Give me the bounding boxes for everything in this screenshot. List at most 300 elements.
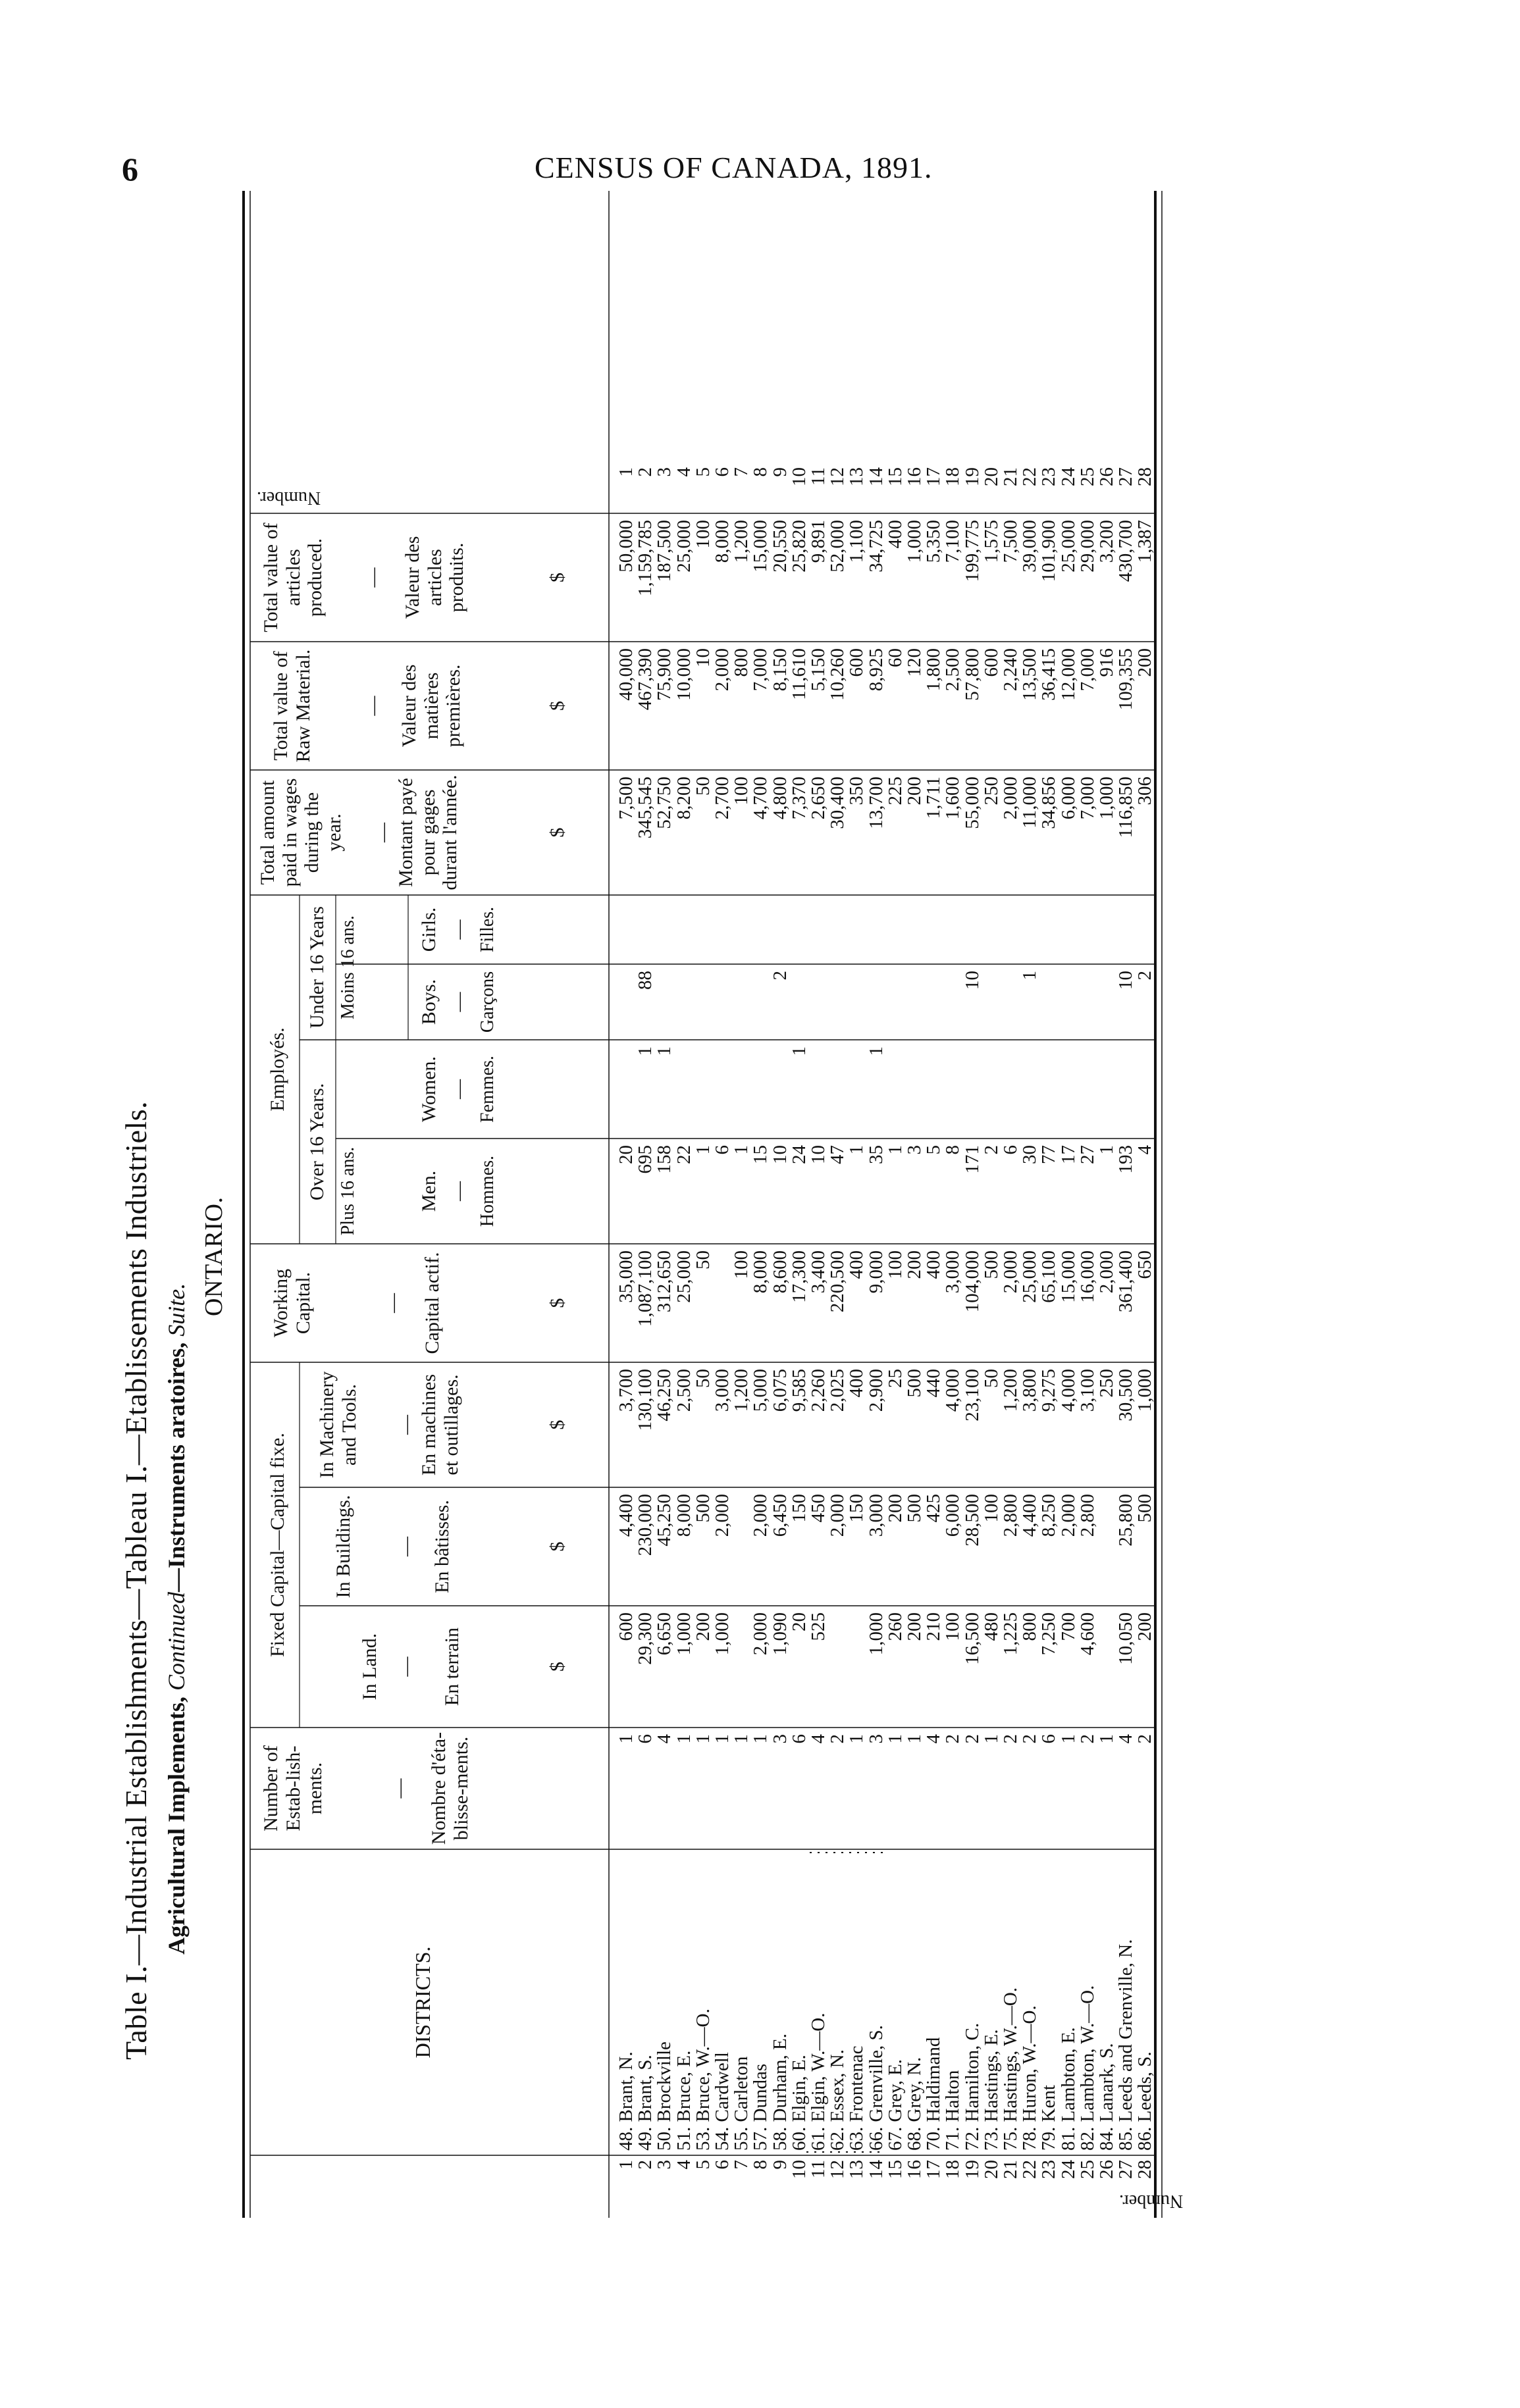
men-cell: 24 (788, 1145, 810, 1164)
working-cell: 25,000 (1019, 1250, 1041, 1303)
working-cell: 2,000 (1000, 1250, 1021, 1294)
land-cell: 4,600 (1076, 1612, 1098, 1656)
working-cell: 400 (846, 1250, 868, 1279)
machinery-cell: 2,900 (865, 1369, 887, 1412)
boys-header-dash: — (448, 992, 469, 1012)
women-cell: 1 (635, 1046, 656, 1056)
district-cell: 54. Cardwell (712, 2052, 733, 2151)
row-number-left: 14 (865, 2160, 887, 2179)
buildings-cell: 2,000 (750, 1494, 772, 1537)
articles-cell: 29,000 (1076, 520, 1098, 573)
land-cell: 200 (904, 1612, 925, 1641)
working-cell: 17,300 (788, 1250, 810, 1303)
estab-cell: 4 (808, 1734, 829, 1744)
men-cell: 6 (712, 1145, 733, 1155)
raw-cell: 916 (1096, 648, 1117, 677)
district-cell: 61. Elgin, W.—O. (808, 2012, 829, 2151)
buildings-cell: 150 (846, 1494, 868, 1523)
working-cell: 500 (980, 1250, 1002, 1279)
district-cell: 84. Lanark, S. (1096, 2043, 1117, 2151)
men-cell: 30 (1019, 1145, 1041, 1164)
wages-cell: 52,750 (654, 777, 675, 829)
raw-cell: 12,000 (1057, 648, 1079, 701)
land-cell: 800 (1019, 1612, 1041, 1641)
articles-cell: 25,000 (673, 520, 694, 573)
articles-cell: 100 (692, 520, 714, 549)
buildings-cell: 3,000 (865, 1494, 887, 1537)
district-cell: 79. Kent (1038, 2085, 1060, 2151)
machinery-cell: 3,700 (616, 1369, 637, 1412)
working-cell: 3,000 (942, 1250, 964, 1294)
men-cell: 17 (1057, 1145, 1079, 1164)
men-cell: 10 (808, 1145, 829, 1164)
raw-cell: 800 (731, 648, 752, 677)
machinery-cell: 500 (904, 1369, 925, 1398)
district-cell: 57. Dundas (750, 2063, 772, 2151)
wages-cell: 2,700 (712, 777, 733, 820)
row-number-right: 1 (616, 467, 637, 477)
row-number-right: 4 (673, 467, 694, 477)
row-number-right: 14 (865, 467, 887, 486)
raw-cell: 60 (884, 648, 906, 667)
machinery-cell: 25 (884, 1369, 906, 1388)
wages-cell: 1,600 (942, 777, 964, 820)
number-label-right: Number. (257, 488, 321, 508)
working-cell: 16,000 (1076, 1250, 1098, 1303)
district-cell: 81. Lambton, E. (1057, 2027, 1079, 2151)
wages-cell: 100 (731, 777, 752, 806)
row-number-right: 9 (769, 467, 791, 477)
district-cell: 72. Hamilton, C. (961, 2022, 983, 2151)
men-cell: 6 (1000, 1145, 1021, 1155)
wages-header-en: Total amount paid in wages during the year. (257, 778, 345, 887)
raw-header-fr: Valeur des matières premières. (398, 664, 465, 748)
estab-cell: 6 (788, 1734, 810, 1744)
district-cell: 50. Brockville (654, 2041, 675, 2151)
row-number-right: 8 (750, 467, 772, 477)
row-number-left: 23 (1038, 2160, 1060, 2179)
wages-cell: 11,000 (1019, 777, 1041, 829)
district-cell: 53. Bruce, W.—O. (692, 2009, 714, 2151)
land-header-en: In Land. (359, 1633, 380, 1701)
articles-cell: 20,550 (769, 520, 791, 573)
raw-cell: 40,000 (616, 648, 637, 701)
raw-cell: 109,355 (1115, 648, 1137, 711)
raw-cell: 10,000 (673, 648, 694, 701)
row-number-left: 17 (923, 2160, 945, 2179)
row-number-right: 13 (846, 467, 868, 486)
dollar-machinery: $ (546, 1420, 568, 1430)
buildings-cell: 230,000 (635, 1494, 656, 1556)
working-cell: 65,100 (1038, 1250, 1060, 1303)
province-heading: ONTARIO. (200, 1196, 228, 1316)
land-cell: 1,090 (769, 1612, 791, 1656)
women-cell: 1 (865, 1046, 887, 1056)
land-cell: 100 (942, 1612, 964, 1641)
men-cell: 22 (673, 1145, 694, 1164)
working-cell: 9,000 (865, 1250, 887, 1294)
land-cell: 600 (616, 1612, 637, 1641)
working-cell: 8,600 (769, 1250, 791, 1294)
articles-cell: 50,000 (616, 520, 637, 573)
working-cell: 400 (923, 1250, 945, 1279)
boys-header-en: Boys. (418, 979, 440, 1025)
row-number-left: 21 (1000, 2160, 1021, 2179)
articles-cell: 39,000 (1019, 520, 1041, 573)
articles-header-en: Total value of articles produced. (260, 523, 327, 632)
wages-cell: 116,850 (1115, 777, 1137, 838)
machinery-cell: 46,250 (654, 1369, 675, 1422)
articles-cell: 3,200 (1096, 520, 1117, 563)
wages-header-fr: Montant payé pour gages durant l'année. (395, 775, 461, 890)
row-number-left: 1 (616, 2160, 637, 2170)
working-cell: 100 (884, 1250, 906, 1279)
men-cell: 3 (904, 1145, 925, 1155)
articles-cell: 8,000 (712, 520, 733, 563)
row-number-left: 26 (1096, 2160, 1117, 2179)
dollar-articles: $ (546, 573, 568, 582)
raw-cell: 8,150 (769, 648, 791, 692)
buildings-cell: 100 (980, 1494, 1002, 1523)
raw-cell: 8,925 (865, 648, 887, 692)
machinery-cell: 1,200 (731, 1369, 752, 1412)
row-number-left: 20 (980, 2160, 1002, 2179)
articles-cell: 1,000 (904, 520, 925, 563)
articles-header-fr: Valeur des articles produits. (402, 536, 468, 619)
machinery-cell: 6,075 (769, 1369, 791, 1412)
women-header-en: Women. (418, 1056, 440, 1123)
row-number-left: 3 (654, 2160, 675, 2170)
dollar-buildings: $ (546, 1541, 568, 1552)
men-header-en: Men. (418, 1170, 440, 1212)
men-cell: 5 (923, 1145, 945, 1155)
estab-cell: 2 (1019, 1734, 1041, 1744)
land-cell: 1,000 (712, 1612, 733, 1656)
row-number-right: 23 (1038, 467, 1060, 486)
row-number-right: 7 (731, 467, 752, 477)
row-number-right: 12 (827, 467, 849, 486)
raw-cell: 10 (692, 648, 714, 667)
row-number-right: 18 (942, 467, 964, 486)
working-cell: 35,000 (616, 1250, 637, 1303)
wages-cell: 4,800 (769, 777, 791, 820)
men-cell: 1 (692, 1145, 714, 1155)
buildings-cell: 6,450 (769, 1494, 791, 1537)
land-cell: 6,650 (654, 1612, 675, 1656)
buildings-header-dash: — (395, 1537, 417, 1556)
estab-header-dash: — (388, 1778, 410, 1799)
working-cell: 50 (692, 1250, 714, 1269)
buildings-cell: 150 (788, 1494, 810, 1523)
land-cell: 210 (923, 1612, 945, 1641)
buildings-cell: 6,000 (942, 1494, 964, 1537)
estab-cell: 2 (1134, 1734, 1156, 1744)
estab-cell: 2 (1076, 1734, 1098, 1744)
row-number-left: 19 (961, 2160, 983, 2179)
women-cell: 1 (654, 1046, 675, 1056)
articles-cell: 1,200 (731, 520, 752, 563)
estab-cell: 1 (731, 1734, 752, 1744)
men-cell: 8 (942, 1145, 964, 1155)
row-number-right: 11 (808, 467, 829, 486)
buildings-cell: 2,800 (1000, 1494, 1021, 1537)
wages-cell: 13,700 (865, 777, 887, 829)
fixed-capital-header: Fixed Capital—Capital fixe. (267, 1433, 288, 1657)
row-number-left: 4 (673, 2160, 694, 2170)
dollar-land: $ (546, 1662, 568, 1672)
district-cell: 71. Halton (942, 2070, 964, 2151)
machinery-cell: 23,100 (961, 1369, 983, 1422)
row-number-right: 2 (635, 467, 656, 477)
district-cell: 49. Brant, S. (635, 2055, 656, 2151)
district-cell: 82. Lambton, W.—O. (1076, 1985, 1098, 2151)
raw-cell: 2,240 (1000, 648, 1021, 692)
estab-cell: 1 (673, 1734, 694, 1744)
dollar-wages: $ (546, 827, 568, 838)
land-cell: 1,225 (1000, 1612, 1021, 1656)
estab-cell: 2 (1000, 1734, 1021, 1744)
working-cell: 3,400 (808, 1250, 829, 1294)
row-number-right: 27 (1115, 467, 1137, 486)
boys-cell: 10 (961, 971, 983, 990)
district-cell: 75. Hastings, W.—O. (1000, 1987, 1021, 2151)
articles-cell: 1,159,785 (635, 520, 656, 596)
machinery-cell: 50 (692, 1369, 714, 1388)
table-title: Table I.—Industrial Establishments—Tableau I.—Etablissements Industriels. (119, 1100, 153, 2060)
district-cell: 58. Durham, E. (769, 2034, 791, 2151)
estab-cell: 1 (1057, 1734, 1079, 1744)
row-number-left: 16 (904, 2160, 925, 2179)
wages-cell: 350 (846, 777, 868, 806)
articles-cell: 1,100 (846, 520, 868, 563)
row-number-left: 27 (1115, 2160, 1137, 2179)
wages-cell: 200 (904, 777, 925, 806)
row-number-right: 21 (1000, 467, 1021, 486)
articles-cell: 400 (884, 520, 906, 549)
over16-header-en: Over 16 Years. (306, 1083, 328, 1201)
raw-cell: 200 (1134, 648, 1156, 677)
row-number-left: 28 (1134, 2160, 1156, 2179)
estab-cell: 3 (769, 1734, 791, 1744)
under16-header-fr: Moins 16 ans. (338, 915, 358, 1019)
buildings-cell: 4,400 (1019, 1494, 1041, 1537)
subtitle-part-2: Continued (163, 1592, 190, 1691)
articles-cell: 25,820 (788, 520, 810, 573)
articles-cell: 187,500 (654, 520, 675, 582)
machinery-cell: 1,000 (1134, 1369, 1156, 1412)
subtitle-part-3: —Instruments aratoires, (163, 1336, 190, 1593)
wages-cell: 7,370 (788, 777, 810, 820)
articles-cell: 52,000 (827, 520, 849, 573)
working-header-fr: Capital actif. (421, 1252, 443, 1354)
over16-header-fr: Plus 16 ans. (338, 1146, 358, 1236)
rotated-table (118, 191, 1330, 2218)
raw-cell: 57,800 (961, 648, 983, 701)
row-number-left: 15 (884, 2160, 906, 2179)
working-cell: 200 (904, 1250, 925, 1279)
row-number-right: 28 (1134, 467, 1156, 486)
working-cell: 220,500 (827, 1250, 849, 1313)
wages-cell: 30,400 (827, 777, 849, 829)
row-number-left: 18 (942, 2160, 964, 2179)
buildings-cell: 28,500 (961, 1494, 983, 1547)
machinery-header-fr: En machines et outillages. (418, 1373, 462, 1476)
men-cell: 10 (769, 1145, 791, 1164)
working-cell: 2,000 (1096, 1250, 1117, 1294)
wages-cell: 6,000 (1057, 777, 1079, 820)
subtitle-part-4: Suite. (163, 1283, 190, 1337)
buildings-cell: 25,800 (1115, 1494, 1137, 1547)
wages-cell: 2,650 (808, 777, 829, 820)
estab-cell: 4 (923, 1734, 945, 1744)
machinery-cell: 5,000 (750, 1369, 772, 1412)
land-header-fr: En terrain (441, 1627, 463, 1706)
wages-cell: 34,856 (1038, 777, 1060, 829)
land-cell: 260 (884, 1612, 906, 1641)
row-number-right: 5 (692, 467, 714, 477)
articles-cell: 7,500 (1000, 520, 1021, 563)
wages-cell: 55,000 (961, 777, 983, 829)
boys-cell: 1 (1019, 971, 1041, 981)
men-cell: 2 (980, 1145, 1002, 1155)
articles-cell: 430,700 (1115, 520, 1137, 582)
articles-cell: 25,000 (1057, 520, 1079, 573)
wages-cell: 2,000 (1000, 777, 1021, 820)
men-cell: 27 (1076, 1145, 1098, 1164)
buildings-cell: 2,000 (827, 1494, 849, 1537)
estab-cell: 2 (961, 1734, 983, 1744)
row-number-left: 24 (1057, 2160, 1079, 2179)
land-cell: 2,000 (750, 1612, 772, 1656)
row-number-left: 25 (1076, 2160, 1098, 2179)
working-cell: 104,000 (961, 1250, 983, 1313)
girls-header-en: Girls. (418, 907, 440, 952)
row-number-left: 2 (635, 2160, 656, 2170)
row-number-left: 9 (769, 2160, 791, 2170)
boys-cell: 2 (769, 971, 791, 981)
raw-cell: 467,390 (635, 648, 656, 711)
men-cell: 1 (884, 1145, 906, 1155)
articles-cell: 7,100 (942, 520, 964, 563)
buildings-cell: 500 (904, 1494, 925, 1523)
subtitle-part-1: Agricultural Implements, (163, 1691, 190, 1955)
district-cell: 68. Grey, N. (904, 2057, 925, 2151)
boys-cell: 2 (1134, 971, 1156, 981)
wages-cell: 7,500 (616, 777, 637, 820)
estab-cell: 1 (750, 1734, 772, 1744)
row-number-right: 20 (980, 467, 1002, 486)
articles-cell: 199,775 (961, 520, 983, 582)
district-cell: 60. Elgin, E. (788, 2055, 810, 2151)
men-cell: 1 (731, 1145, 752, 1155)
wages-header-dash: — (372, 823, 394, 842)
wages-cell: 4,700 (750, 777, 772, 820)
row-number-right: 19 (961, 467, 983, 486)
articles-header-dash: — (362, 567, 384, 588)
running-head: CENSUS OF CANADA, 1891. (535, 151, 933, 184)
row-number-right: 26 (1096, 467, 1117, 486)
estab-cell: 1 (904, 1734, 925, 1744)
district-cell: 67. Grey, E. (884, 2059, 906, 2151)
machinery-cell: 30,500 (1115, 1369, 1137, 1422)
row-number-left: 8 (750, 2160, 772, 2170)
district-cell: 62. Essex, N. (827, 2049, 849, 2151)
men-cell: 1 (1096, 1145, 1117, 1155)
land-cell: 20 (788, 1612, 810, 1631)
men-cell: 1 (846, 1145, 868, 1155)
men-cell: 35 (865, 1145, 887, 1164)
wages-cell: 50 (692, 777, 714, 796)
wages-cell: 1,711 (923, 777, 945, 819)
raw-cell: 2,500 (942, 648, 964, 692)
dollar-working: $ (546, 1298, 568, 1308)
articles-cell: 101,900 (1038, 520, 1060, 582)
land-cell: 10,050 (1115, 1612, 1137, 1665)
land-cell: 200 (692, 1612, 714, 1641)
machinery-cell: 1,200 (1000, 1369, 1021, 1412)
estab-header-fr: Nombre d'éta-blisse-ments. (428, 1731, 472, 1845)
district-cell: 48. Brant, N. (616, 2051, 637, 2151)
buildings-cell: 200 (884, 1494, 906, 1523)
land-cell: 16,500 (961, 1612, 983, 1665)
land-header-dash: — (395, 1656, 417, 1677)
articles-cell: 1,575 (980, 520, 1002, 563)
estab-cell: 4 (1115, 1734, 1137, 1744)
men-cell: 171 (961, 1145, 983, 1174)
dollar-raw: $ (546, 701, 568, 711)
machinery-cell: 250 (1096, 1369, 1117, 1398)
employes-header: Employés. (267, 1027, 288, 1112)
raw-cell: 13,500 (1019, 648, 1041, 701)
estab-cell: 3 (865, 1734, 887, 1744)
districts-header: DISTRICTS. (411, 1946, 434, 2059)
row-number-right: 15 (884, 467, 906, 486)
raw-cell: 1,800 (923, 648, 945, 692)
wages-cell: 7,000 (1076, 777, 1098, 820)
estab-cell: 2 (827, 1734, 849, 1744)
working-cell: 15,000 (1057, 1250, 1079, 1303)
machinery-cell: 9,585 (788, 1369, 810, 1412)
wages-cell: 345,545 (635, 777, 656, 839)
district-cell: 85. Leeds and Grenville, N. (1115, 1939, 1137, 2151)
raw-cell: 2,000 (712, 648, 733, 692)
land-cell: 29,300 (635, 1612, 656, 1665)
machinery-cell: 2,500 (673, 1369, 694, 1412)
estab-cell: 4 (654, 1734, 675, 1744)
estab-cell: 2 (942, 1734, 964, 1744)
girls-header-fr: Filles. (477, 906, 498, 953)
land-cell: 7,250 (1038, 1612, 1060, 1656)
working-header-en: Working Capital. (270, 1268, 314, 1338)
under16-header-en: Under 16 Years (306, 906, 328, 1029)
estab-cell: 1 (980, 1734, 1002, 1744)
buildings-cell: 500 (1134, 1494, 1156, 1523)
district-cell: 78. Huron, W.—O. (1019, 2005, 1041, 2151)
land-cell: 200 (1134, 1612, 1156, 1641)
estab-cell: 1 (1096, 1734, 1117, 1744)
men-cell: 47 (827, 1145, 849, 1164)
row-number-right: 10 (788, 467, 810, 486)
men-header-fr: Hommes. (477, 1155, 498, 1227)
raw-cell: 7,000 (750, 648, 772, 692)
machinery-cell: 3,000 (712, 1369, 733, 1412)
buildings-cell: 450 (808, 1494, 829, 1523)
row-number-right: 24 (1057, 467, 1079, 486)
working-cell: 361,400 (1115, 1250, 1137, 1313)
raw-cell: 11,610 (788, 648, 810, 700)
district-cell: 70. Haldimand (923, 2037, 945, 2151)
wages-cell: 306 (1134, 777, 1156, 806)
